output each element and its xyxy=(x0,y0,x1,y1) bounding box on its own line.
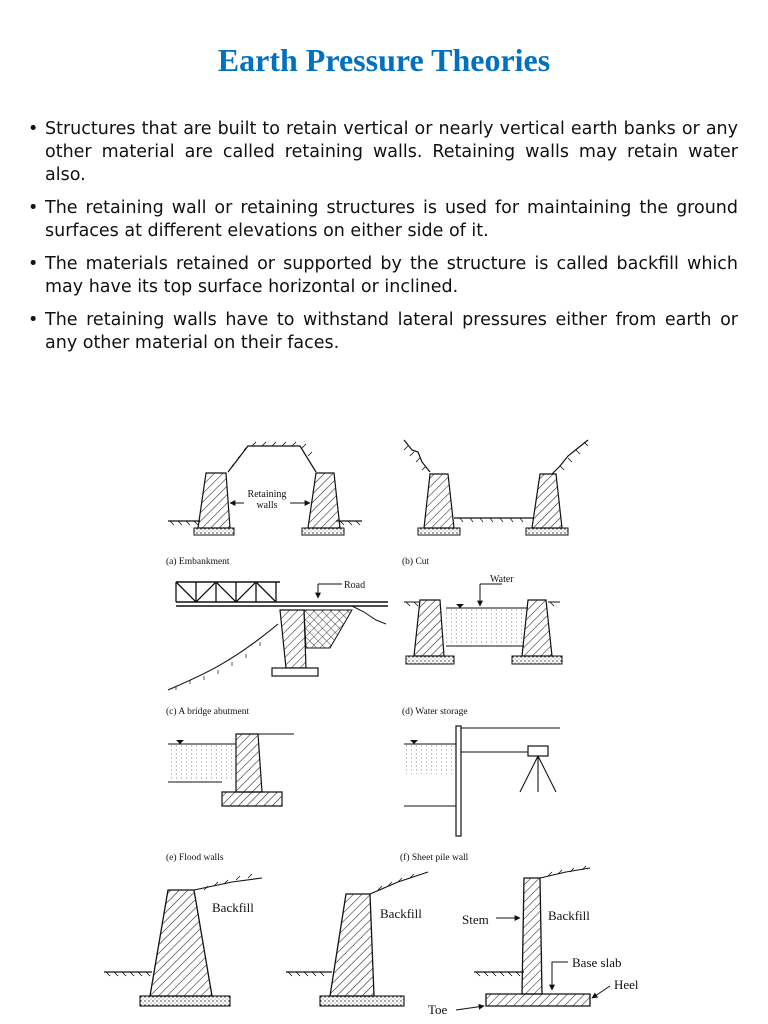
base-slab-label: Base slab xyxy=(572,955,622,970)
bullet-item: • The retaining walls have to withstand lateral pressures either from earth or any other material on their faces. xyxy=(28,309,738,355)
stem-label: Stem xyxy=(462,912,489,927)
slide-title: Earth Pressure Theories xyxy=(217,42,551,78)
backfill-label: Backfill xyxy=(212,900,254,915)
diagram-cantilever-wall xyxy=(428,866,639,1017)
road-label: Road xyxy=(344,580,366,591)
retaining-walls-label: Retaining xyxy=(247,489,287,500)
retaining-walls-label: walls xyxy=(256,500,278,511)
diagram-embankment xyxy=(166,442,362,567)
caption-water-storage: (d) Water storage xyxy=(402,707,468,717)
diagram-bridge-abutment xyxy=(166,580,388,717)
diagram-sheet-pile-wall xyxy=(400,726,560,863)
caption-sheet-pile-wall: (f) Sheet pile wall xyxy=(400,853,469,863)
diagram-water-storage xyxy=(402,574,562,717)
bullet-item: • The retaining wall or retaining structures is used for maintaining the ground surfaces at different elevations on either side of it. xyxy=(28,197,738,243)
heel-label: Heel xyxy=(614,977,639,992)
backfill-label: Backfill xyxy=(380,906,422,921)
water-label: Water xyxy=(490,574,514,585)
retaining-walls-figure xyxy=(0,420,768,1024)
bullet-item: • Structures that are built to retain vertical or nearly vertical earth banks or any other material are called retaining walls. Retaining walls may retain water also. xyxy=(28,118,738,187)
diagram-flood-walls xyxy=(166,734,294,863)
backfill-label: Backfill xyxy=(548,908,590,923)
diagram-cut xyxy=(402,440,588,567)
toe-label: Toe xyxy=(428,1002,448,1017)
caption-embankment: (a) Embankment xyxy=(166,557,230,567)
diagram-gravity-wall xyxy=(104,874,262,1006)
caption-flood-walls: (e) Flood walls xyxy=(166,853,224,863)
caption-bridge-abutment: (c) A bridge abutment xyxy=(166,707,250,717)
caption-cut: (b) Cut xyxy=(402,557,430,567)
diagram-semi-gravity-wall xyxy=(286,872,428,1006)
bullet-list xyxy=(28,118,738,365)
bullet-item: • The materials retained or supported by the structure is called backfill which may have its top surface horizontal or inclined. xyxy=(28,253,738,299)
